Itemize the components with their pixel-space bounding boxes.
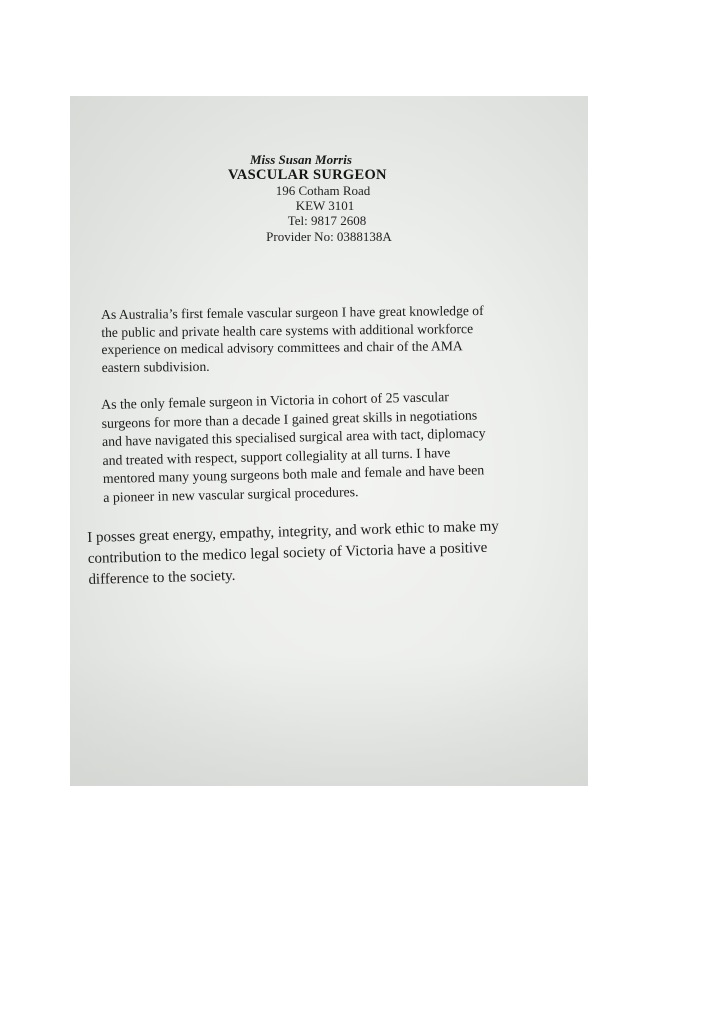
paragraph-line: a pioneer in new vascular surgical procedures. — [103, 484, 359, 505]
scanned-letter-photo — [70, 96, 588, 786]
paragraph-line: difference to the society. — [88, 567, 236, 588]
paragraph-line: As the only female surgeon in Victoria in cohort of 25 vascular — [101, 389, 449, 412]
paragraph-experience — [101, 302, 484, 376]
paragraph-line: experience on medical advisory committees and chair of the AMA — [101, 338, 463, 358]
paragraph-line: eastern subdivision. — [101, 358, 210, 375]
letterhead-phone: Tel: 9817 2608 — [287, 213, 367, 228]
paragraph-line: mentored many young surgeons both male and female and have been — [102, 462, 485, 487]
paragraph-line: the public and private health care systems with additional workforce — [101, 320, 474, 340]
paragraph-line: As Australia’s first female vascular surgeon I have great knowledge of — [101, 302, 484, 322]
letterhead-name: Miss Susan Morris — [250, 152, 352, 167]
paragraph-line: and treated with respect, support collegiality at all turns. I have — [102, 444, 451, 468]
letterhead-suburb: KEW 3101 — [295, 198, 355, 213]
paragraph-line: I posses great energy, empathy, integrity, and work ethic to make my — [87, 518, 500, 546]
paragraph-negotiation-skills — [101, 387, 487, 507]
letterhead-address: 196 Cotham Road — [275, 183, 371, 198]
letterhead-provider-number: Provider No: 0388138A — [266, 229, 392, 244]
paragraph-personal-qualities — [87, 517, 500, 591]
paragraph-line: contribution to the medico legal society of Victoria have a positive — [87, 539, 488, 567]
paragraph-line: and have navigated this specialised surgical area with tact, diplomacy — [101, 425, 486, 450]
paragraph-line: surgeons for more than a decade I gained great skills in negotiations — [101, 407, 478, 431]
letterhead-title: VASCULAR SURGEON — [228, 167, 387, 183]
